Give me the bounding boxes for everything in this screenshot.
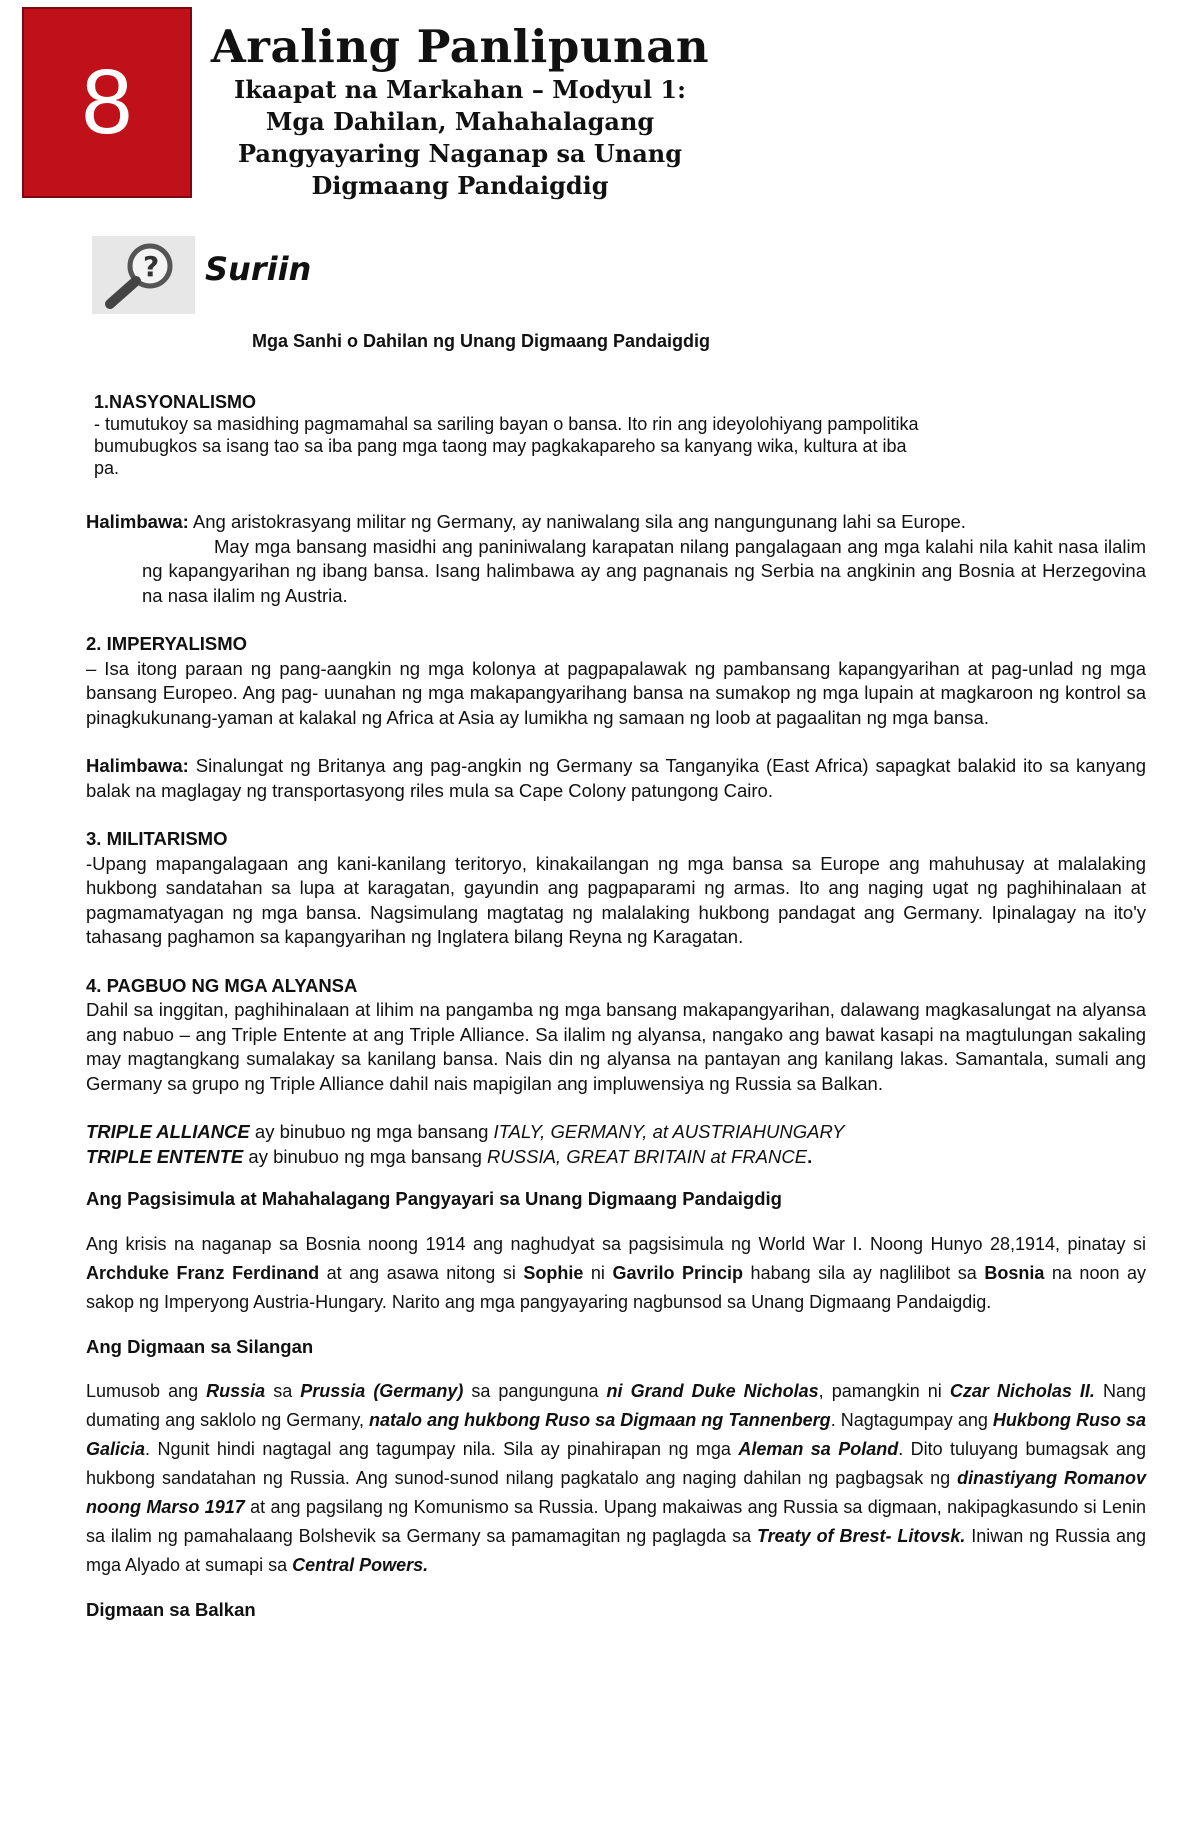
triple-entente-label: TRIPLE ENTENTE — [86, 1145, 244, 1167]
bold-run: Hukbong Ruso sa Galicia — [86, 1410, 1147, 1459]
magnifier-question-icon — [92, 236, 195, 314]
grade-badge — [22, 7, 192, 198]
module-subtitle-line: Mga Dahilan, Mahahalagang — [265, 107, 655, 136]
text-run: Lumusob ang — [86, 1381, 207, 1401]
alyansa-text: Dahil sa inggitan, paghihinalaan at lihim na pangamba ng mga bansang makapangyarihan, dalawang magkasalungat na alyansa ang nabuo – ang Triple Entente at ang Triple Alliance. Sa ilalim ng alyansa, nangako ang bawat kasapi na magtulungan sakaling may magtangkang sumalakay sa kanilang bansa. Nais din ng alyansa na pantayan ang kanilang lakas. Samantala, sumali ang Germany sa grupo ng Triple Alliance dahil nais mapigilan ang impluwensiya ng Russia sa Balkan. — [86, 999, 1146, 1094]
pagsisimula-heading: Ang Pagsisimula at Mahahalagang Pangyayari sa Unang Digmaang Pandaigdig — [86, 1188, 782, 1209]
bold-run: dinastiyang Romanov noong Marso 1917 — [86, 1468, 1146, 1517]
militarismo-text: -Upang mapangalagaan ang kani-kanilang teritoryo, kinakailangan ng mga bansa sa Europe ang mahuhusay at malalaking hukbong sandatahan sa lupa at karagatan, gayundin ang pagpaparami ng armas. Ito ang naging ugat ng paghihinalaan at pagmamatyagan ng mga bansa. Nagsimulang magtatag ng malalaking hukbong pandagat ang Germany. Ipinalagay na ito'y tahasang paghamon sa kapangyarihan ng Inglatera bilang Reyna ng Karagatan. — [86, 852, 1146, 947]
text-run: na noon ay sakop ng Imperyong Austria-Hungary. Narito ang mga pangyayaring nagbunsod sa Unang Digmaang Pandaigdig. — [86, 1262, 1147, 1312]
imperyalismo-text: – Isa itong paraan ng pang-aangkin ng mga kolonya at pagpapalawak ng pambansang kapangyarihan at pag-unlad ng mga bansang Europeo. Ang pag- uunahan ng mga makapangyarihang bansa na sumakop ng mga lupain at magkaroon ng kontrol sa pinagkukunang-yaman at kalakal ng Africa at Asia ay lumikha ng samaan ng loob at pagaalitan ng mga bansa. — [86, 657, 1146, 728]
main-content — [86, 510, 1146, 1623]
halimbawa-text: Ang aristokrasyang militar ng Germany, ay naniwalang sila ang nangungunang lahi sa Europe. — [188, 511, 966, 532]
bold-run: Bosnia — [984, 1262, 1045, 1283]
triple-alliance-line — [86, 1120, 1146, 1145]
text-run: . Dito tuluyang bumagsak ang hukbong sandatahan ng Russia. Ang sunod-sunod nilang pagkatalo ang naging dahilan ng pagbagsak ng — [86, 1439, 1146, 1488]
halimbawa-label: Halimbawa: — [86, 755, 189, 776]
halimbawa-nasyonalismo — [86, 510, 1146, 535]
text-run: . Nagtagumpay ang — [830, 1410, 993, 1430]
text-run: , pamangkin ni — [818, 1381, 950, 1401]
text-run: at ang asawa nitong si — [319, 1262, 524, 1283]
bold-run: Archduke Franz Ferdinand — [86, 1262, 320, 1283]
bold-run: Gavrilo Princip — [612, 1262, 744, 1283]
bold-run: ni Grand Duke Nicholas — [606, 1381, 819, 1401]
causes-heading: Mga Sanhi o Dahilan ng Unang Digmaang Pandaigdig — [252, 331, 711, 351]
halimbawa-text: Sinalungat ng Britanya ang pag-angkin ng Germany sa Tanganyika (East Africa) sapagkat balakid ito sa kanyang balak na maglagay ng transportasyong riles mula sa Cape Colony patungong Cairo. — [86, 755, 1146, 801]
triple-entente-members: RUSSIA, GREAT BRITAIN at FRANCE — [487, 1145, 808, 1167]
triple-entente-line — [86, 1145, 1146, 1170]
triple-entente-text: ay binubuo ng mga bansang — [243, 1145, 488, 1167]
module-header — [205, 20, 715, 202]
text-run: ni — [583, 1262, 613, 1283]
alyansa-heading: 4. PAGBUO NG MGA ALYANSA — [86, 974, 358, 996]
silangan-text — [86, 1377, 1146, 1580]
bold-run: Treaty of Brest- Litovsk. — [756, 1526, 966, 1546]
bold-run: Russia — [206, 1381, 266, 1401]
balkan-heading: Digmaan sa Balkan — [86, 1599, 256, 1620]
nasyonalismo-section — [94, 391, 934, 479]
section-title-suriin: Suriin — [205, 250, 312, 288]
module-subtitle-line: Pangyayaring Naganap sa Unang — [237, 139, 683, 168]
bold-run: Czar Nicholas II. — [949, 1381, 1095, 1401]
militarismo-heading: 3. MILITARISMO — [86, 828, 228, 849]
grade-number: 8 — [81, 51, 133, 153]
halimbawa-text-cont: May mga bansang masidhi ang paniniwalang karapatan nilang pangalagaan ang mga kalahi nila kahit nasa ilalim ng kapangyarihan ng ibang bansa. Isang halimbawa ay ang pagnanais ng Serbia na angkinin ang Bosnia at Herzegovina na nasa ilalim ng Austria. — [142, 535, 1146, 606]
halimbawa-imperyalismo — [86, 754, 1146, 803]
svg-text:?: ? — [143, 250, 160, 283]
text-run: sa pangunguna — [463, 1381, 607, 1401]
bold-run: Sophie — [523, 1262, 584, 1283]
halimbawa-nasyonalismo-cont — [86, 535, 1146, 609]
subject-title: Araling Panlipunan — [210, 20, 710, 73]
halimbawa-label: Halimbawa: — [86, 511, 189, 532]
triple-alliance-text: ay binubuo ng mga bansang — [249, 1121, 494, 1142]
text-run: sa — [265, 1381, 301, 1401]
bold-run: Central Powers. — [292, 1555, 429, 1575]
triple-entente-end: . — [807, 1145, 813, 1167]
text-run: Nang dumating ang saklolo ng Germany, — [86, 1381, 1146, 1430]
text-run: . Ngunit hindi nagtagal ang tagumpay nila. Sila ay pinahirapan ng mga — [145, 1439, 739, 1459]
text-run: at ang pagsilang ng Komunismo sa Russia. Upang makaiwas ang Russia sa digmaan, nakipagkasundo si Lenin sa ilalim ng pamahalaang Bolshevik sa Germany sa pamamagitan ng paglagda sa — [86, 1497, 1146, 1546]
module-subtitle-line: Ikaapat na Markahan – Modyul 1: — [234, 75, 686, 104]
pagsisimula-text — [86, 1230, 1146, 1317]
text-run: Ang krisis na naganap sa Bosnia noong 1914 ang naghudyat sa pagsisimula ng World War I. Noong Hunyo 28,1914, pinatay si — [86, 1233, 1146, 1254]
triple-alliance-label: TRIPLE ALLIANCE — [86, 1121, 250, 1142]
bold-run: Prussia (Germany) — [300, 1381, 464, 1401]
text-run: habang sila ay naglilibot sa — [743, 1262, 985, 1283]
silangan-heading: Ang Digmaan sa Silangan — [86, 1335, 314, 1357]
module-subtitle-line: Digmaang Pandaigdig — [311, 171, 609, 200]
text-run: Iniwan ng Russia ang mga Alyado at sumapi sa — [86, 1526, 1146, 1575]
nasyonalismo-text: - tumutukoy sa masidhing pagmamahal sa sariling bayan o bansa. Ito rin ang ideyolohiyang pampolitika bumubugkos sa isang tao sa iba pang mga taong may pagkakapareho sa kanyang wika, kultura at iba pa. — [94, 414, 919, 478]
bold-run: Aleman sa Poland — [738, 1439, 899, 1459]
nasyonalismo-heading: 1.NASYONALISMO — [94, 392, 257, 412]
imperyalismo-heading: 2. IMPERYALISMO — [86, 633, 248, 654]
triple-alliance-members: ITALY, GERMANY, at AUSTRIAHUNGARY — [493, 1121, 845, 1142]
bold-run: natalo ang hukbong Ruso sa Digmaan ng Tannenberg — [369, 1410, 831, 1430]
